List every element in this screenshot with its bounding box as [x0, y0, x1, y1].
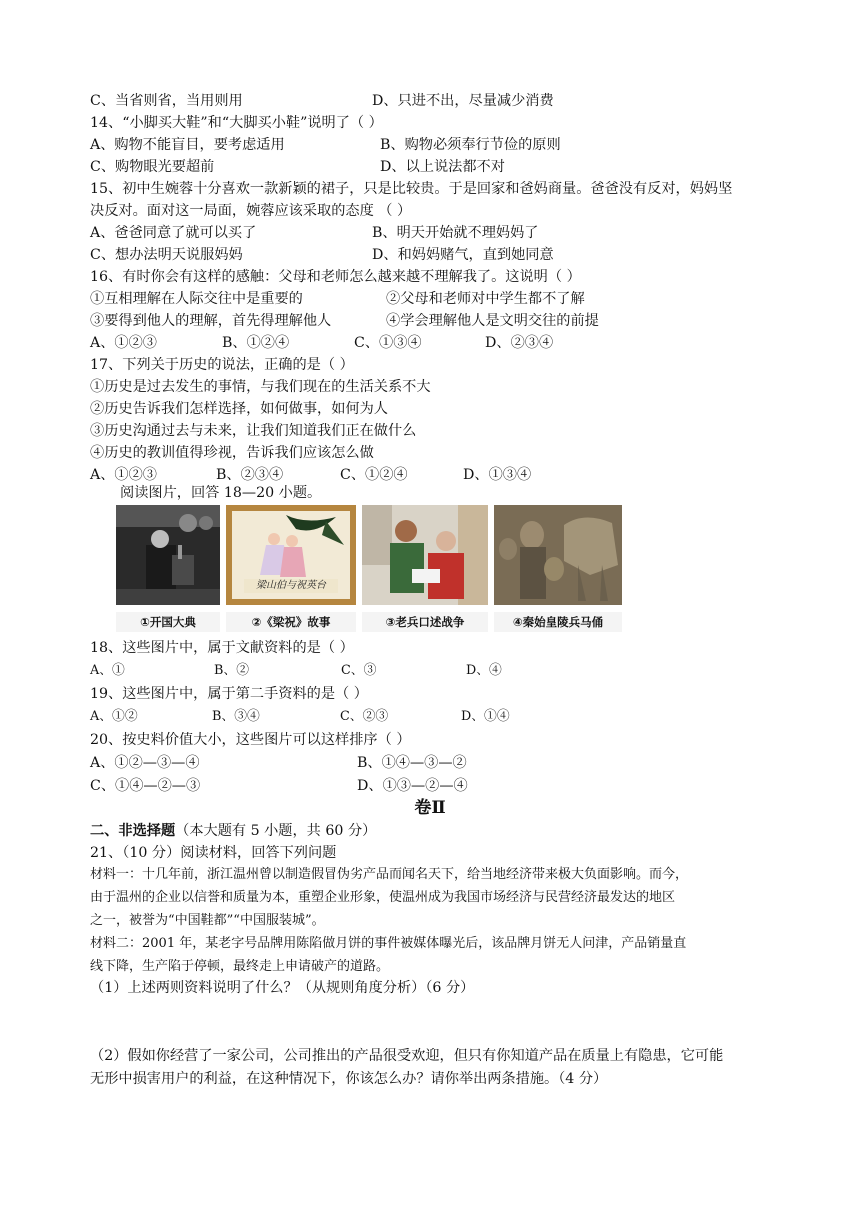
q16-option-d: D、②③④	[485, 335, 554, 351]
material-2-line2: 线下降，生产陷于停顿，最终走上申请破产的道路。	[90, 959, 390, 974]
q17-option-d: D、①③④	[463, 467, 532, 483]
q16-statement-3: ③要得到他人的理解，首先得理解他人	[90, 313, 332, 329]
q20-option-a: A、①②—③—④	[90, 755, 200, 771]
veteran-interview-photo	[362, 505, 488, 605]
reading-instruction: 阅读图片，回答 18—20 小题。	[120, 485, 322, 501]
q21-part1: （1）上述两则资料说明了什么？（从规则角度分析）（6 分）	[90, 980, 475, 996]
q14-stem: 14、“小脚买大鞋”和“大脚买小鞋”说明了（ ）	[90, 115, 383, 131]
q18-option-b: B、②	[214, 663, 249, 678]
q17-statement-4: ④历史的教训值得珍视，告诉我们应该怎么做	[90, 445, 374, 461]
volume-2-title: 卷Ⅱ	[414, 798, 446, 818]
q16-option-a: A、①②③	[90, 335, 157, 351]
q14-option-a: A、购物不能盲目，要考虑适用	[90, 137, 285, 153]
q17-option-a: A、①②③	[90, 467, 157, 483]
q21-part2-line2: 无形中损害用户的利益，在这种情况下，你该怎么办？请你举出两条措施。（4 分）	[90, 1071, 608, 1087]
q16-statement-1: ①互相理解在人际交往中是重要的	[90, 291, 303, 307]
material-2-line1: 材料二：2001 年，某老字号品牌用陈陷做月饼的事件被媒体曝光后，该品牌月饼无人问津，产品销量直	[90, 936, 687, 951]
q16-statement-4: ④学会理解他人是文明交往的前提	[386, 313, 599, 329]
q15-option-c: C、想办法明天说服妈妈	[90, 247, 243, 263]
q18-option-a: A、①	[90, 663, 125, 678]
q19-stem: 19、这些图片中，属于第二手资料的是（ ）	[90, 686, 368, 702]
q15-option-d: D、和妈妈赌气，直到她同意	[372, 247, 554, 263]
section-2-note: （本大题有 5 小题，共 60 分）	[175, 823, 377, 839]
q17-stem: 17、下列关于历史的说法，正确的是（ ）	[90, 357, 354, 373]
q17-option-c: C、①②④	[340, 467, 408, 483]
material-1-line2: 由于温州的企业以信誉和质量为本，重塑企业形象，使温州成为我国市场经济与民营经济最发达的地区	[90, 890, 676, 905]
q16-statement-2: ②父母和老师对中学生都不了解	[386, 291, 585, 307]
q15-option-b: B、明天开始就不理妈妈了	[372, 225, 539, 241]
photo-strip	[116, 505, 622, 633]
q19-option-d: D、①④	[461, 709, 510, 724]
q16-option-c: C、①③④	[354, 335, 422, 351]
founding-ceremony-photo	[116, 505, 220, 605]
photo-caption-2: ②《梁祝》故事	[226, 612, 356, 632]
q15-stem-line2: 决反对。面对这一局面，婉蓉应该采取的态度 （ ）	[90, 203, 412, 219]
q18-option-c: C、③	[341, 663, 377, 678]
q20-option-c: C、①④—②—③	[90, 778, 201, 794]
q21-stem: 21、（10 分）阅读材料，回答下列问题	[90, 845, 337, 861]
q17-option-b: B、②③④	[216, 467, 284, 483]
q16-option-b: B、①②④	[222, 335, 290, 351]
section-2-heading	[90, 820, 376, 842]
material-1-line3: 之一，被誉为“中国鞋都”“中国服装城”。	[90, 913, 325, 928]
q17-statement-2: ②历史告诉我们怎样选择，如何做事，如何为人	[90, 401, 388, 417]
terracotta-warriors-photo	[494, 505, 622, 605]
q18-option-d: D、④	[466, 663, 502, 678]
q21-part2-line1: （2）假如你经营了一家公司，公司推出的产品很受欢迎，但只有你知道产品在质量上有隐患，它可能	[90, 1048, 724, 1064]
q13-option-d: D、只进不出，尽量减少消费	[372, 93, 554, 109]
q19-option-a: A、①②	[90, 709, 138, 724]
q20-option-d: D、①③—②—④	[357, 778, 468, 794]
q16-stem: 16、有时你会有这样的感触：父母和老师怎么越来越不理解我了。这说明（ ）	[90, 269, 581, 285]
q19-option-c: C、②③	[340, 709, 389, 724]
q14-option-b: B、购物必须奉行节俭的原则	[380, 137, 561, 153]
liangzhu-painting-photo	[226, 505, 356, 605]
section-2-label: 二、非选择题	[90, 823, 176, 839]
q20-stem: 20、按史料价值大小，这些图片可以这样排序（ ）	[90, 732, 411, 748]
material-1-line1: 材料一：十几年前，浙江温州曾以制造假冒伪劣产品而闻名天下，给当地经济带来极大负面影响。而今，	[90, 867, 689, 882]
q20-option-b: B、①④—③—②	[357, 755, 467, 771]
painting-inscription: 梁山伯与祝英台	[256, 580, 326, 591]
photo-caption-1: ①开国大典	[116, 612, 220, 632]
photo-caption-3: ③老兵口述战争	[362, 612, 488, 632]
q19-option-b: B、③④	[212, 709, 260, 724]
q18-stem: 18、这些图片中，属于文献资料的是（ ）	[90, 640, 354, 656]
q14-option-c: C、购物眼光要超前	[90, 159, 215, 175]
q13-option-c: C、当省则省，当用则用	[90, 93, 243, 109]
q15-stem-line1: 15、初中生婉蓉十分喜欢一款新颖的裙子，只是比较贵。于是回家和爸妈商量。爸爸没有反对，妈妈坚	[90, 181, 733, 197]
q15-option-a: A、爸爸同意了就可以买了	[90, 225, 257, 241]
q17-statement-1: ①历史是过去发生的事情，与我们现在的生活关系不大	[90, 379, 431, 395]
photo-caption-4: ④秦始皇陵兵马俑	[494, 612, 622, 632]
q17-statement-3: ③历史沟通过去与未来，让我们知道我们正在做什么	[90, 423, 417, 439]
q14-option-d: D、以上说法都不对	[380, 159, 505, 175]
